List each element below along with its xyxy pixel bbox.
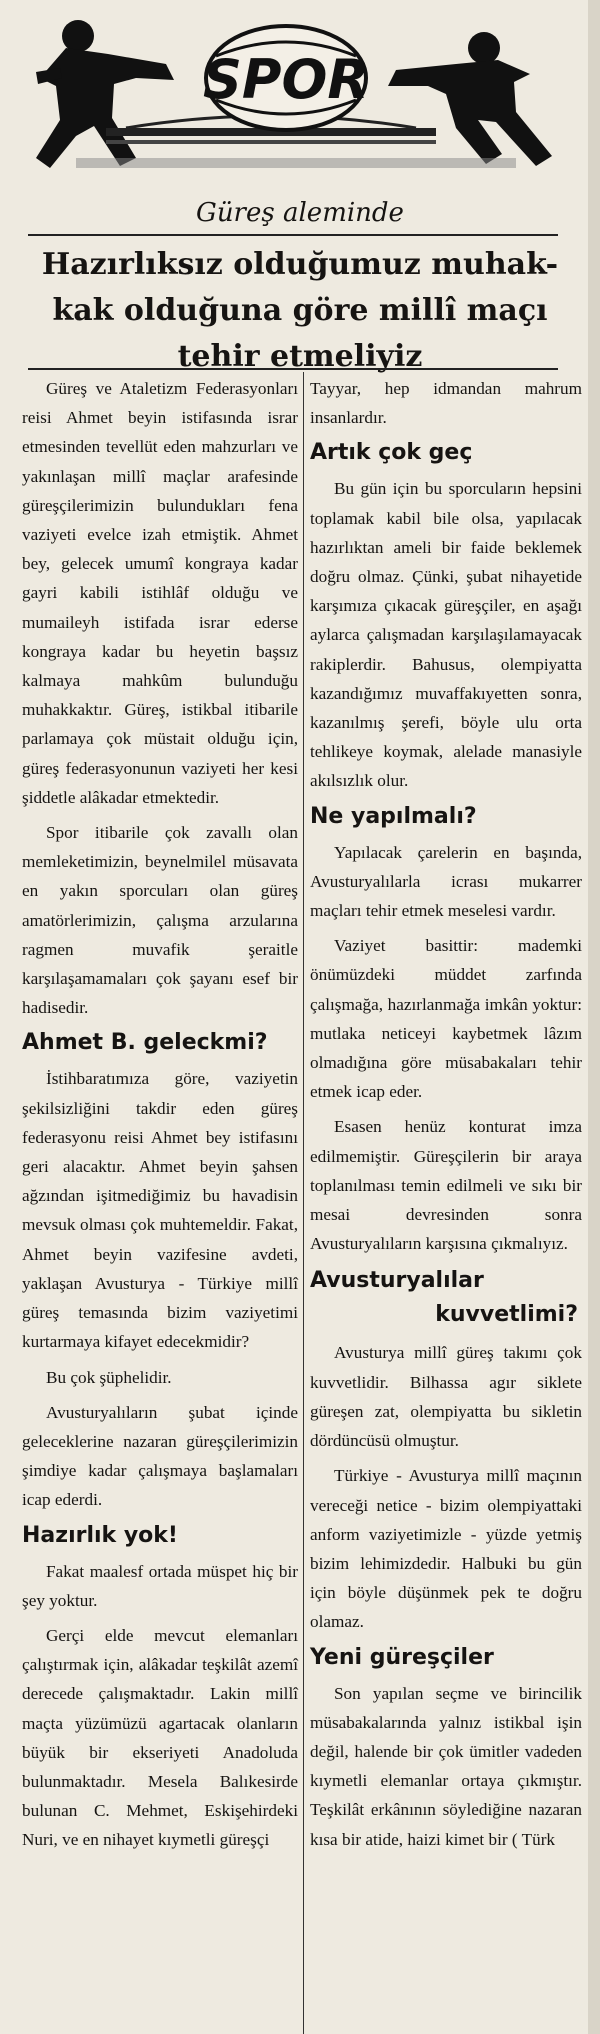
paragraph: Türkiye - Avusturya millî maçının vereceği netice - bizim olempiyattaki anform vaziyetimizle - yüzde yetmiş bizim lehimizdedir. Halbuki bu gün için böyle düşünmek pek te doğru olamaz. <box>310 1466 582 1632</box>
headline-line-1: Hazırlıksız olduğumuz muhak- <box>41 247 559 282</box>
paragraph: Spor itibarile çok zavallı olan memleketimizin, beynelmilel müsavata en yakın sporcuları olan güreş amatörlerimizin, çalışma arzularına ragmen muvafik şeraitle karşılaşamamaları çok şayanı esef bir hadisedir. <box>22 823 298 1018</box>
spor-title-ball <box>203 26 369 130</box>
paragraph: Son yapılan seçme ve birincilik müsabakalarında yalnız istikbal işin değil, halende bir çok ümitler vadeden kıymetli elemanlar ortaya çıkmıştır. Teşkilât erkânının söylediğine nazaran kısa bir atide, haizi kimet bir ( Türk <box>310 1683 582 1849</box>
section-subhead: Güreş aleminde <box>196 198 404 228</box>
paragraph: Avusturya millî güreş takımı çok kuvvetlidir. Bilhassa agır siklete güreşen zat, olempiyatta bu sikletin dördüncüsü olmuştur. <box>310 1343 582 1451</box>
section-heading <box>310 1264 582 1332</box>
headline-line-3: tehir etmeliyiz <box>177 339 423 374</box>
right-wrestler-figure <box>388 32 552 166</box>
paragraph: Vaziyet basittir: mademki önümüzdeki müddet zarfında çalışmağa, hazırlanmağa imkân yoktur: mutlaka neticeyi kaybetmek lâzım olmadığına göre müsabakaları tehir etmek icap eder. <box>310 936 582 1102</box>
paragraph: Yapılacak çarelerin en başında, Avusturyalılarla icrası mukarrer maçları tehir etmek meselesi vardır. <box>310 842 582 921</box>
headline-line-2: kak olduğuna göre millî maçı <box>52 293 548 328</box>
paragraph: Avusturyalıların şubat içinde geleceklerine nazaran güreşçilerimizin şimdiye kadar çalışmaya başlamaları icap ederdi. <box>22 1402 298 1510</box>
section-heading: Ne yapılmalı? <box>310 803 477 829</box>
paragraph: Bu gün için bu sporcuların hepsini toplamak kabil bile olsa, yapılacak hazırlıktan ameli bir faide beklemek doğru olmaz. Çünki, şubat nihayetide karşımıza çıkacak güreşçiler, en aşağı aylarca çalışmadan karşılaşılamayacak rakiplerdir. Bahusus, olempiyatta kazandığımız muvaffakıyetten sonra, kazanılmış şerefi, böyle ulu orta tehlikeye koymak, alelade manasiyle akılsızlık olur. <box>310 479 582 791</box>
spor-banner-illustration <box>16 8 576 188</box>
paragraph: Fakat maalesf ortada müspet hiç bir şey yoktur. <box>22 1561 298 1610</box>
headline-rule <box>28 368 558 370</box>
paragraph: Gerçi elde mevcut elemanları çalıştırmak için, alâkadar teşkilât azemî derecede çalışmaktadır. Lakin millî maçta yüzümüzü agartacak olanların büyük bir ekseriyeti Anadoluda bulunmaktadır. Mesela Balıkesirde bulunan C. Mehmet, Eskişehirdeki Nuri, ve en nihayet kıymetli güreşçi <box>22 1625 298 1850</box>
paragraph: Tayyar, hep idmandan mahrum insanlardır. <box>310 379 582 428</box>
right-column <box>310 374 582 1860</box>
left-wrestler-figure <box>36 20 174 168</box>
banner-title: SPOR <box>203 48 369 111</box>
top-rule <box>28 234 558 236</box>
section-heading: Yeni güreşçiler <box>310 1644 494 1670</box>
article-headline <box>22 242 578 380</box>
column-divider <box>303 372 304 2034</box>
paragraph: Güreş ve Ataletizm Federasyonları reisi Ahmet beyin istifasında israr etmesinden tevellüt eden mahzurları ve yakınlaşan millî maçlar arafesinde güreşçilerimizin bulundukları fena vaziyeti evelce izah etmiştik. Ahmet bey, gelecek umumî kongraya kadar gayri kabili istihlâf olduğu ve mumaileyh istifada israr ederse kongraya kadar bu heyetin başsız kalmaya mahkûm bulunduğu muhakkaktır. Güreş, istikbal itibarile parlamaya çok müstait olduğu için, güreş federasyonunun vaziyeti her kesi şiddetle alâkadar etmektedir. <box>22 379 298 807</box>
section-heading: Artık çok geç <box>310 440 473 466</box>
adjacent-page-edge <box>588 0 600 2034</box>
paragraph: Bu çok şüphelidir. <box>46 1367 172 1387</box>
heading-line-1: Avusturyalılar <box>310 1268 484 1294</box>
left-column <box>22 374 298 1861</box>
heading-line-2: kuvvetlimi? <box>435 1302 578 1328</box>
paragraph: İstihbaratımıza göre, vaziyetin şekilsizliğini takdir eden güreş federasyonu reisi Ahmet bey istifasını geri alacaktır. Ahmet beyin şahsen ağzından işitmediğimiz bu havadisin mevsuk olması çok muhtemeldir. Fakat, Ahmet beyin vazifesine avdeti, yaklaşan Avusturya - Türkiye millî güreş temasında bizim vaziyetimi kurtarmaya kifayet edecekmidir? <box>22 1069 298 1352</box>
section-heading: Ahmet B. geleckmi? <box>22 1030 268 1056</box>
section-heading: Hazırlık yok! <box>22 1522 178 1548</box>
paragraph: Esasen henüz konturat imza edilmemiştir. Güreşçilerin bir araya toplanılması temin edilmeli ve sıkı bir mesai devresinden sonra Avusturyalıların karşısına çıkmalıyız. <box>310 1117 582 1254</box>
